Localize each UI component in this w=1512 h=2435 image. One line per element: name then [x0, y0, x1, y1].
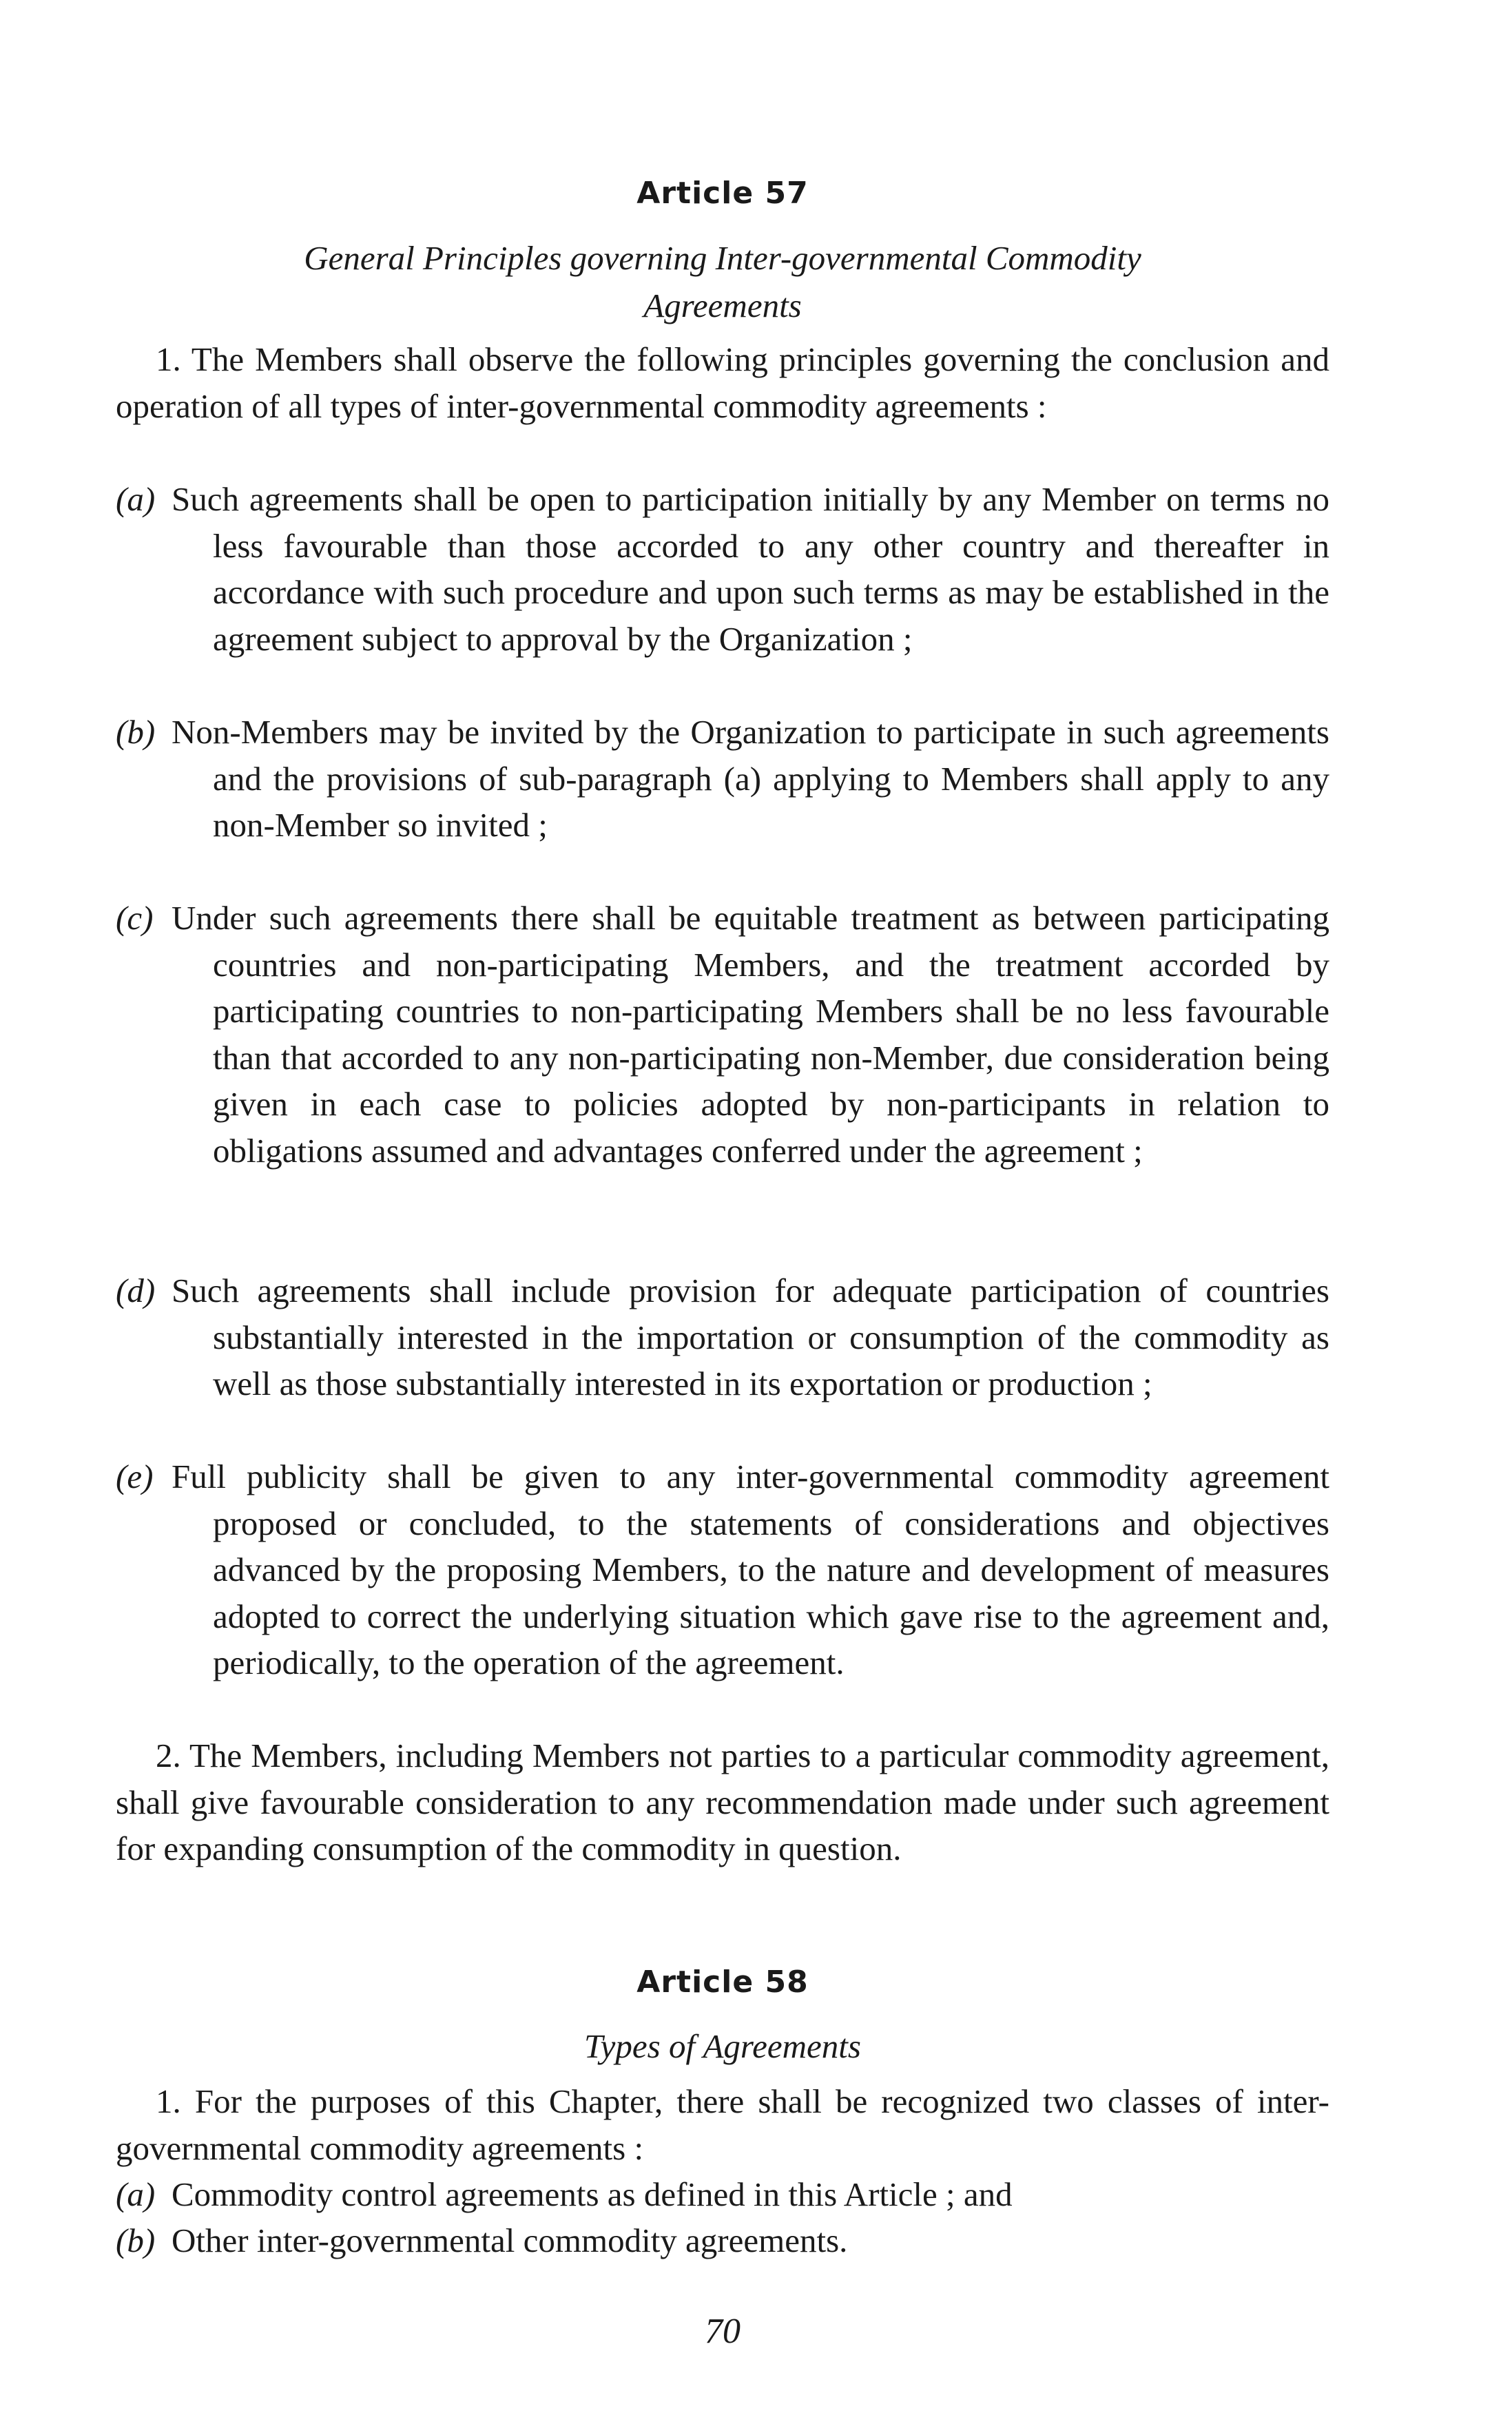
article-57-paragraph-1: 1. The Members shall observe the following principles governing the conclusion and operation of all types of inter-governmental commodity agreements : [116, 340, 1329, 425]
item-label: (a) [116, 2175, 156, 2213]
item-label: (b) [116, 2221, 156, 2259]
article-57-subtitle-line-1: General Principles governing Inter-governmental Commodity [304, 239, 1141, 277]
article-57-paragraph-2: 2. The Members, including Members not parties to a particular commodity agreement, shall give favourable consideration to any recommendation made under such agreement for expanding consumption of the commodity in question. [116, 1737, 1329, 1868]
article-58-item-b [116, 2217, 1329, 2264]
article-57-item-d [116, 1267, 1329, 1407]
item-label: (e) [116, 1458, 154, 1495]
item-text: Other inter-governmental commodity agreements. [172, 2221, 848, 2259]
item-text: Non-Members may be invited by the Organization to participate in such agreements and the provisions of sub-paragraph (a) applying to Members shall apply to any non-Member so invited ; [172, 713, 1329, 845]
item-label: (d) [116, 1272, 156, 1309]
article-57-item-c [116, 895, 1329, 1174]
article-57-heading: Article 57 [636, 176, 809, 211]
article-57-item-b [116, 709, 1329, 849]
article-57-item-a [116, 476, 1329, 662]
article-57-subtitle-line-2: Agreements [643, 287, 802, 324]
item-label: (b) [116, 713, 156, 751]
item-text: Commodity control agreements as defined in this Article ; and [172, 2175, 1013, 2213]
item-text: Such agreements shall include provision for adequate participation of countries substantially interested in the importation or consumption of the commodity as well as those substantially interested in its exportation or production ; [172, 1272, 1329, 1403]
article-58-item-a [116, 2171, 1329, 2218]
item-label: (a) [116, 480, 156, 518]
article-57-item-e [116, 1453, 1329, 1686]
item-text: Such agreements shall be open to participation initially by any Member on terms no less favourable than those accorded to any other country and thereafter in accordance with such procedure and upon such terms as may be established in the agreement subject to approval by the Organization ; [172, 480, 1329, 658]
article-58-paragraph-1: 1. For the purposes of this Chapter, there shall be recognized two classes of inter-governmental commodity agreements : [116, 2082, 1329, 2167]
document-page [116, 0, 1329, 2435]
item-label: (c) [116, 899, 154, 937]
article-58-heading: Article 58 [636, 1965, 809, 2000]
item-text: Under such agreements there shall be equitable treatment as between participating countries and non-participating Members, and the treatment accorded by participating countries to non-participating Members shall be no less favourable than that accorded to any non-participating non-Member, due consideration being given in each case to policies adopted by non-participants in relation to obligations assumed and advantages conferred under the agreement ; [172, 899, 1329, 1170]
item-text: Full publicity shall be given to any inter-governmental commodity agreement proposed or concluded, to the statements of considerations and objectives advanced by the proposing Members, to the nature and development of measures adopted to correct the underlying situation which gave rise to the agreement and, periodically, to the operation of the agreement. [172, 1458, 1329, 1682]
article-57-subtitle [116, 234, 1329, 329]
article-58-subtitle: Types of Agreements [584, 2027, 861, 2065]
page-number: 70 [705, 2312, 741, 2351]
